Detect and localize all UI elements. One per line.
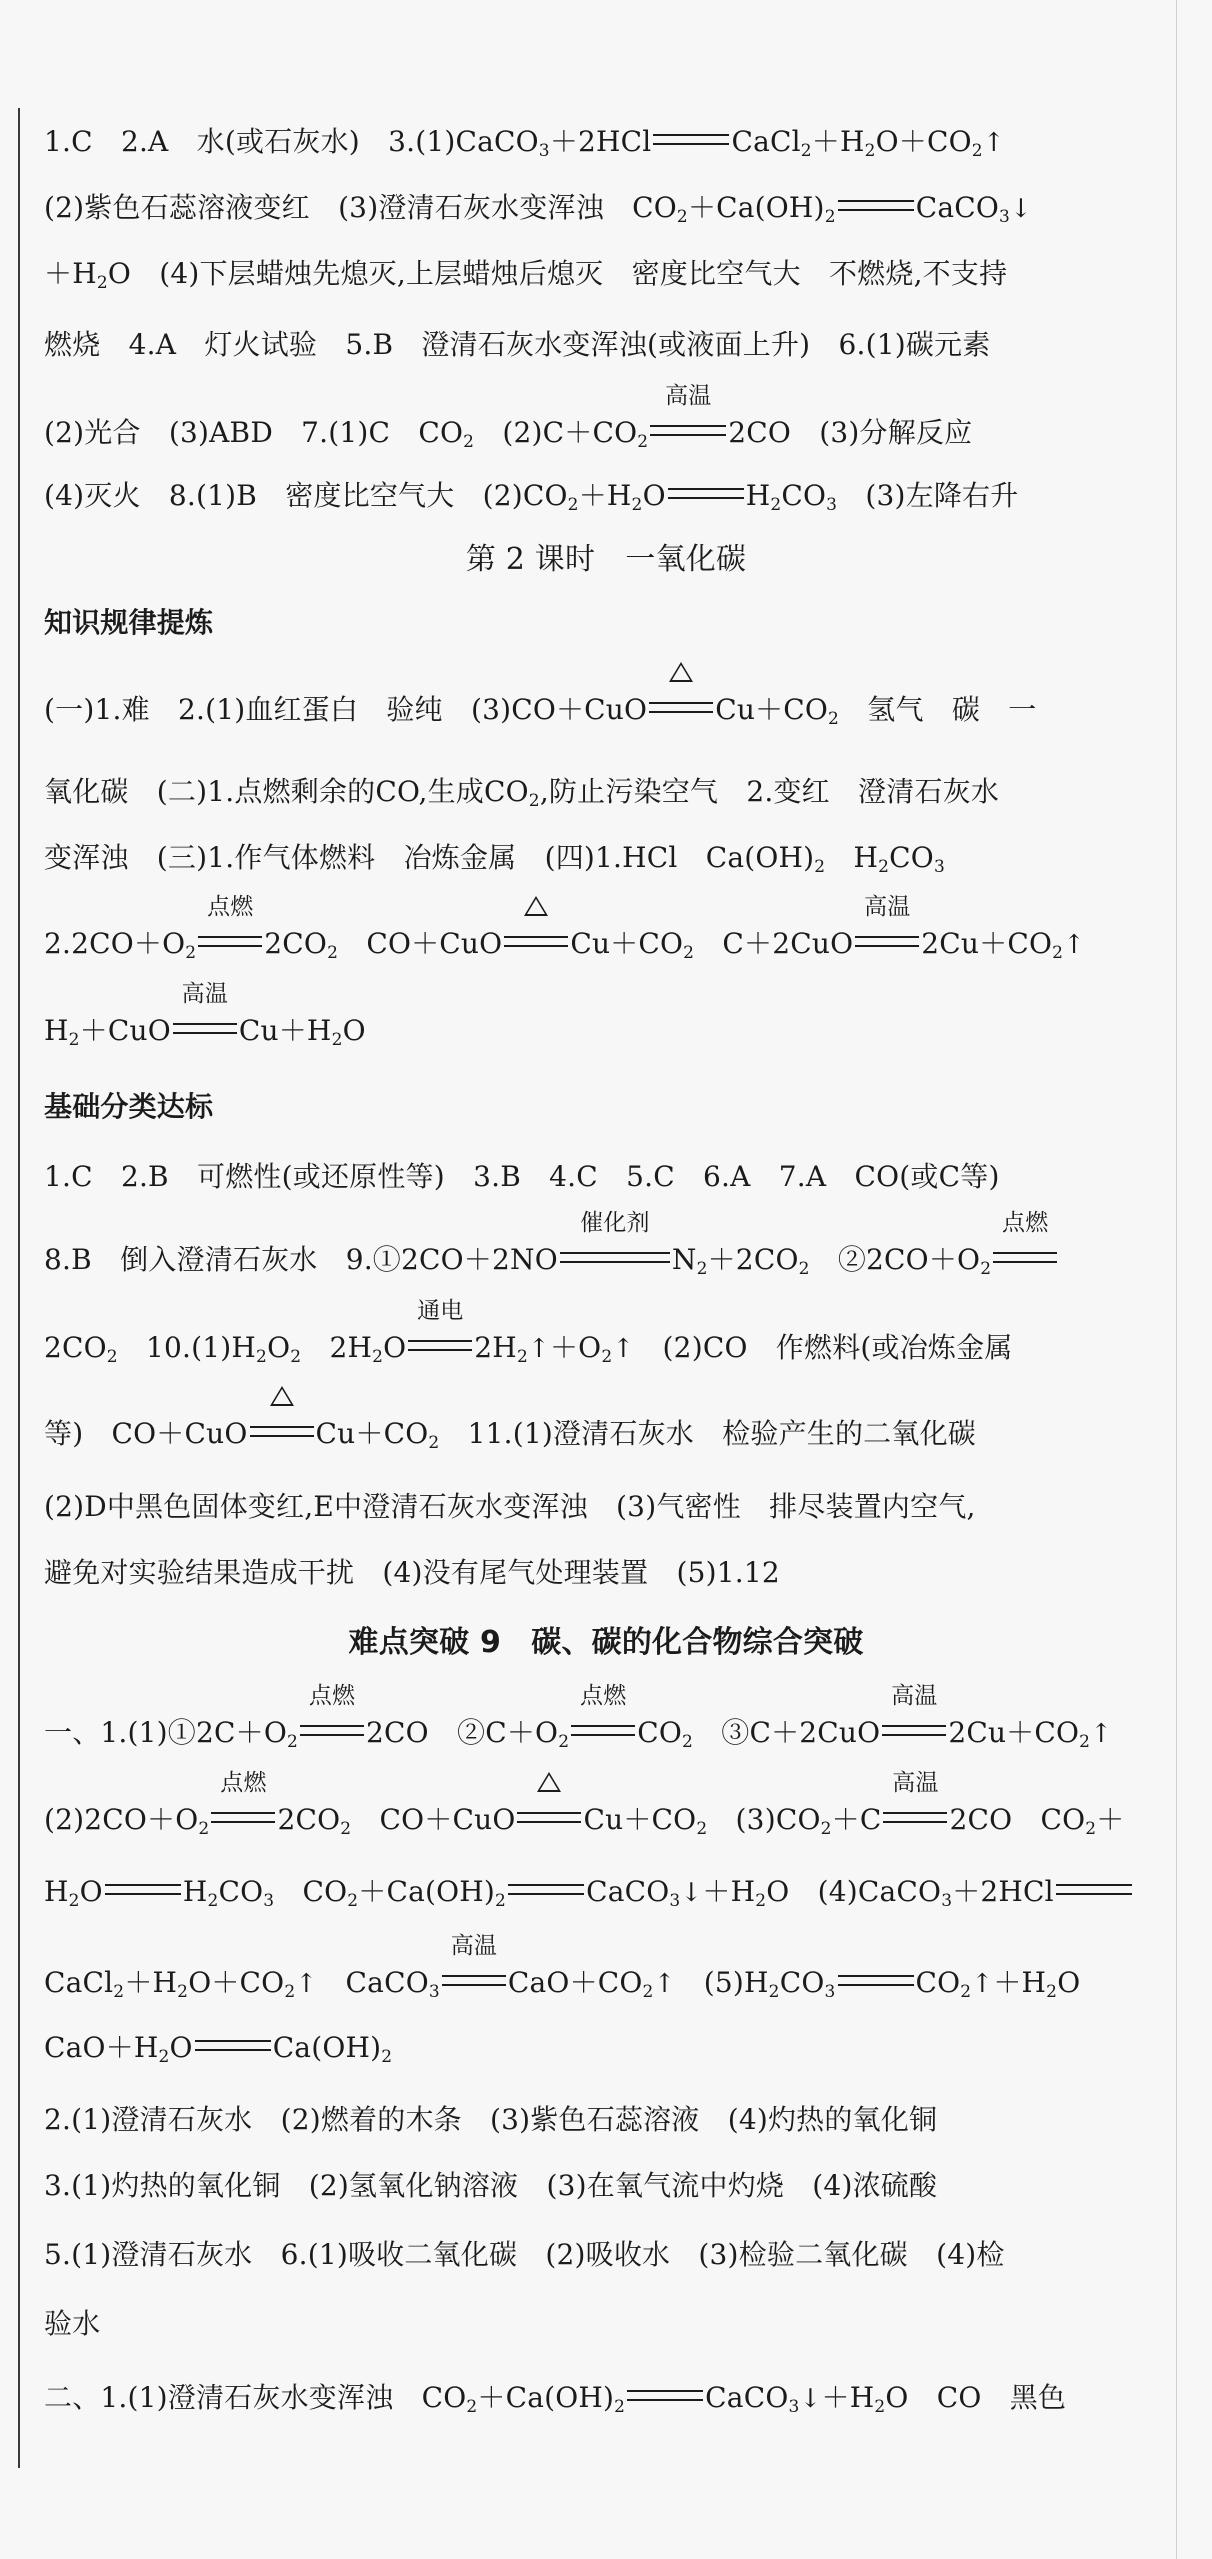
answer-line-13: 8.B 倒入澄清石灰水 9.①2CO＋2NO 催化剂 $N_2+2CO_2$ $②2CO+O_2$ 点燃: [44, 1240, 1169, 1280]
answer-line-17: 避免对实验结果造成干扰 (4)没有尾气处理装置 (5)1.12: [44, 1556, 780, 1589]
answer-line-11: $H_2+CuO$ 高温 $Cu+H_2O$: [44, 981, 366, 1050]
answer-line-7: (一)1.难 2.(1)血红蛋白 验纯 (3)CO＋CuO $Cu+CO_2$ 氢气 碳 一: [44, 690, 1169, 730]
answer-line-2: (2)紫色石蕊溶液变红 (3)澄清石灰水变浑浊 $CO_2+Ca(OH)_2$ CaCO$_3$↓: [44, 191, 1033, 227]
answer-line-23: 2.(1)澄清石灰水 (2)燃着的木条 (3)紫色石蕊溶液 (4)灼热的氧化铜: [44, 2103, 938, 2136]
answer-line-27: 二、1.(1)澄清石灰水变浑浊 $CO_2+Ca(OH)_2$ $CaCO_3↓+H_2O$ CO 黑色: [44, 2381, 1067, 2417]
answer-line-20: $H_2O$ $H_2CO_3$ $CO_2+Ca(OH)_2$ $CaCO_3↓+H_2O$ (4)CaCO$_3$＋2HCl: [44, 1872, 1169, 1913]
answer-line-25: 5.(1)澄清石灰水 6.(1)吸收二氧化碳 (2)吸收水 (3)检验二氧化碳 (4)检: [44, 2238, 1005, 2271]
answer-line-3: $+H_2O$ (4)下层蜡烛先熄灭,上层蜡烛后熄灭 密度比空气大 不燃烧,不支持: [44, 257, 1008, 293]
answer-line-14: $2CO_2$ $10.(1)H_2O_2$ $2H_2O$ 通电 $2H_2↑+O_2↑$ (2)CO 作燃料(或冶炼金属: [44, 1298, 1013, 1367]
answer-line-21: $CaCl_2+H_2O+CO_2↑$ CaCO$_3$ 高温 $CaO+CO_2↑$ $(5)H_2CO_3$ $CO_2↑+H_2O$: [44, 1933, 1081, 2002]
section-heading-knowledge: 知识规律提炼: [44, 606, 214, 639]
answer-line-4: 燃烧 4.A 灯火试验 5.B 澄清石灰水变浑浊(或液面上升) 6.(1)碳元素: [44, 328, 991, 361]
right-page-edge: [1176, 0, 1177, 2559]
answer-line-15: 等) CO＋CuO $Cu+CO_2$ 11.(1)澄清石灰水 检验产生的二氧化碳: [44, 1414, 1169, 1454]
left-margin-rule: [18, 108, 20, 2468]
answer-line-19: $(2)2CO+O_2$ 点燃 $2CO_2$ CO＋CuO $Cu+CO_2$ $(3)CO_2+C$ 高温 2CO $CO_2+$: [44, 1770, 1125, 1839]
answer-line-6: (4)灭火 8.(1)B 密度比空气大 $(2)CO_2+H_2O$ $H_2CO_3$ (3)左降右升: [44, 479, 1019, 515]
answer-line-22: $CaO+H_2O$ $Ca(OH)_2$: [44, 2031, 393, 2067]
answer-line-8: 氧化碳 (二)1.点燃剩余的CO,生成$CO_2$,防止污染空气 2.变红 澄清石灰水: [44, 775, 1000, 811]
section-heading-basic: 基础分类达标: [44, 1090, 214, 1123]
lesson-title: 第 2 课时 一氧化碳: [465, 542, 747, 577]
answer-line-10: $2.2CO+O_2$ 点燃 $2CO_2$ CO＋CuO $Cu+CO_2$ C＋2CuO 高温 $2Cu+CO_2↑$: [44, 894, 1086, 963]
answer-line-24: 3.(1)灼热的氧化铜 (2)氢氧化钠溶液 (3)在氧气流中灼烧 (4)浓硫酸: [44, 2169, 938, 2202]
answer-line-5: (2)光合 (3)ABD 7.(1)C $CO_2$ $(2)C+CO_2$ 高温 2CO (3)分解反应: [44, 383, 973, 452]
answer-line-18: 一、$1.(1)①2C+O_2$ 点燃 2CO $②C+O_2$ 点燃 $CO_2$ ③C＋2CuO 高温 $2Cu+CO_2↑$: [44, 1683, 1113, 1752]
answer-line-1: 1.C 2.A 水(或石灰水) 3.(1)CaCO$_3$＋2HCl $CaCl_2+H_2O+CO_2↑$: [44, 125, 1005, 161]
difficulty-heading: 难点突破 9 碳、碳的化合物综合突破: [348, 1625, 864, 1660]
answer-line-9: 变浑浊 (三)1.作气体燃料 冶炼金属 (四)1.HCl $Ca(OH)_2$ $H_2CO_3$: [44, 841, 945, 877]
answer-line-26: 验水: [44, 2307, 101, 2340]
answer-line-12: 1.C 2.B 可燃性(或还原性等) 3.B 4.C 5.C 6.A 7.A CO(或C等): [44, 1160, 1000, 1193]
answer-line-16: (2)D中黑色固体变红,E中澄清石灰水变浑浊 (3)气密性 排尽装置内空气,: [44, 1490, 976, 1523]
